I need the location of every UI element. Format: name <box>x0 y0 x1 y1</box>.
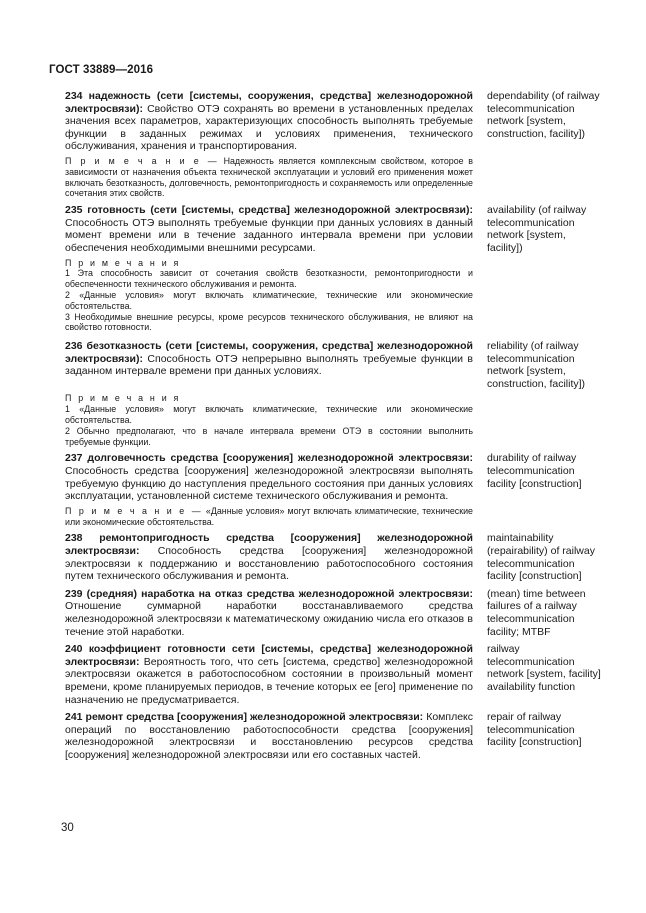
term-number: 237 <box>65 452 83 465</box>
term-entry-239 <box>65 588 605 638</box>
term-entry-234 <box>65 90 605 199</box>
term-title: безотказность (сети [системы, сооружения, средства] железнодорожной электросвязи): <box>65 340 473 365</box>
term-definition: Отношение суммарной наработки восстанавливаемого средства железнодорожной электросвязи к математическому ожиданию числа его отказов в течение этой наработки. <box>65 600 473 638</box>
term-body <box>65 711 473 761</box>
term-body <box>65 452 473 502</box>
term-entry-236 <box>65 340 605 447</box>
term-number: 236 <box>65 340 83 353</box>
note-item: 2 Обычно предполагают, что в начале интервала времени ОТЭ в состоянии выполнить требуемые функции. <box>65 425 473 447</box>
term-number: 240 <box>65 643 83 656</box>
note-item: 3 Необходимые внешние ресурсы, кроме ресурсов технического обслуживания, не влияют на свойство готовности. <box>65 311 473 333</box>
term-english: dependability (of railway telecommunication network [system, construction, facility]) <box>487 90 600 140</box>
term-entry-237 <box>65 452 605 527</box>
term-note <box>65 506 473 528</box>
term-number: 239 <box>65 587 83 600</box>
note-item: 2 «Данные условия» могут включать климатические, технические или экономические обстоятельства. <box>65 289 473 311</box>
term-english: availability (of railway telecommunication network [system, facility]) <box>487 204 587 254</box>
term-english: maintainability (repairability) of railway telecommunication facility [construction] <box>487 532 595 583</box>
notes-title: П р и м е ч а н и я <box>65 393 181 404</box>
term-body <box>65 204 473 254</box>
term-definition: Способность средства [сооружения] железнодорожной электросвязи к поддержанию и восстановлению работоспособного состояния путем технического обслуживания и ремонта. <box>65 545 473 583</box>
term-english: reliability (of railway telecommunication network [system, construction, facility]) <box>487 340 586 390</box>
page-number: 30 <box>61 822 74 834</box>
term-entry-240 <box>65 643 605 706</box>
terms-list <box>65 90 605 767</box>
term-english: (mean) time between failures of a railway telecommunication facility; MTBF <box>487 587 586 638</box>
note-label: П р и м е ч а н и е — <box>65 505 203 516</box>
term-body <box>65 643 473 706</box>
term-body <box>65 588 473 638</box>
standard-designation: ГОСТ 33889—2016 <box>49 64 154 76</box>
term-definition: Способность ОТЭ непрерывно выполнять требуемые функции в заданном интервале времени при данных условиях. <box>65 352 473 378</box>
note-item: 1 «Данные условия» могут включать климатические, технические или экономические обстоятельства. <box>65 404 473 426</box>
term-number: 238 <box>65 532 83 545</box>
note-text: Надежность является комплексным свойством, которое в зависимости от назначения объекта технической эксплуатации и условий его применения может включать безотказность, долговечность, ремонтопригодность и сохраняемость или определенные сочетания этих свойств. <box>65 155 473 199</box>
term-number: 234 <box>65 90 83 102</box>
term-definition: Комплекс операций по восстановлению работоспособности средства [сооружения] железнодорожной электросвязи и восстановлению ресурсов средства [сооружения] железнодорожной электросвязи или его составных частей. <box>65 711 473 761</box>
term-title: долговечность средства [сооружения] железнодорожной электросвязи: <box>87 452 473 465</box>
term-body <box>65 90 473 153</box>
term-entry-238 <box>65 532 605 582</box>
term-number: 235 <box>65 204 83 217</box>
term-notes <box>65 393 473 447</box>
term-notes <box>65 258 473 334</box>
note-item: 1 Эта способность зависит от сочетания свойств безотказности, ремонтопригодности и обеспеченности технического обслуживания и ремонта. <box>65 268 473 290</box>
term-body <box>65 532 473 582</box>
term-title: (средняя) наработка на отказ средства железнодорожной электросвязи: <box>86 587 474 600</box>
term-english: repair of railway telecommunication facility [construction] <box>487 711 582 749</box>
term-title: ремонт средства [сооружения] железнодорожной электросвязи: <box>85 711 424 724</box>
term-title: ремонтопригодность средства [сооружения] железнодорожной электросвязи: <box>65 532 473 558</box>
term-english: durability of railway telecommunication facility [construction] <box>487 452 582 490</box>
notes-title: П р и м е ч а н и я <box>65 257 181 268</box>
term-definition: Вероятность того, что сеть [система, средство] железнодорожной электросвязи окажется в работоспособном состоянии в произвольный момент времени, кроме планируемых периодов, в течение которых ее [его] применение по назначению не предусматривается. <box>65 655 474 706</box>
term-title: коэффициент готовности сети [системы, средства] железнодорожной электросвязи: <box>65 643 474 668</box>
note-text: «Данные условия» могут включать климатические, технические или экономические обстоятельства. <box>65 505 473 527</box>
term-title: надежность (сети [системы, сооружения, средства] железнодорожной электросвязи): <box>65 90 473 115</box>
note-label: П р и м е ч а н и е — <box>65 155 219 166</box>
term-definition: Способность средства [сооружения] железнодорожной электросвязи выполнять требуемую функцию до наступления предельного состояния при данных условиях эксплуатации, установленной системе технического обслуживания и ремонта. <box>65 465 473 503</box>
term-entry-241 <box>65 711 605 761</box>
term-number: 241 <box>65 711 83 724</box>
term-definition: Способность ОТЭ выполнять требуемые функции при данных условиях в данный момент времени или в течение заданного интервала времени при условии обеспечения необходимыми внешними ресурсами. <box>65 216 473 254</box>
term-title: готовность (сети [системы, средства] железнодорожной электросвязи): <box>87 204 474 217</box>
term-body <box>65 340 473 390</box>
term-entry-235 <box>65 204 605 333</box>
term-note <box>65 156 473 199</box>
term-english: railway telecommunication network [system, facility] availability function <box>487 643 601 693</box>
term-definition: Свойство ОТЭ сохранять во времени в установленных пределах значения всех параметров, характеризующих способность выполнять требуемые функции в заданных режимах и условиях применения, технического обслуживания, хранения и транспортирования. <box>65 102 473 153</box>
